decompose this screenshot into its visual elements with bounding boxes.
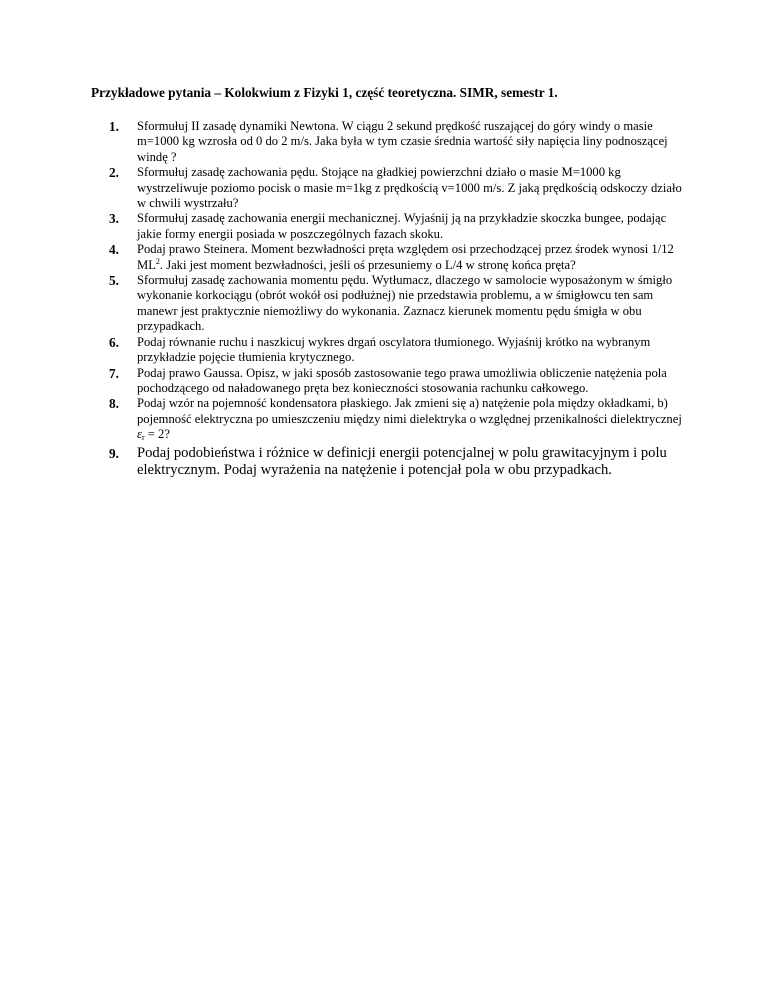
question-text-part: Podaj wzór na pojemność kondensatora płaskiego. Jak zmieni się a) natężenie pola między okładkami, b) pojemność elektryczna po umieszczeniu między nimi dielektryka o względnej przenikalności dielektrycznej xyxy=(137,396,682,426)
question-text: Sformułuj II zasadę dynamiki Newtona. W ciągu 2 sekund prędkość ruszającej do góry windy o masie m=1000 kg wzrosła od 0 do 2 m/s. Jaka była w tym czasie średnia wartość siły napięcia liny podnoszącej windę ? xyxy=(137,119,668,164)
question-item xyxy=(109,335,689,366)
question-text xyxy=(137,396,689,442)
question-text: Podaj równanie ruchu i naszkicuj wykres drgań oscylatora tłumionego. Wyjaśnij krótko na wybranym przykładzie pojęcie tłumienia krytycznego. xyxy=(137,334,651,365)
question-item xyxy=(109,242,689,273)
question-item xyxy=(109,119,689,165)
question-list xyxy=(109,119,689,479)
superscript: 2 xyxy=(155,256,160,266)
question-number: 1. xyxy=(109,119,119,134)
question-text: Sformułuj zasadę zachowania momentu pędu. Wytłumacz, dlaczego w samolocie wyposażonym w śmigło wykonanie korkociągu (obrót wokół osi podłużnej) nie przedstawia problemu, a w śmigłowcu ten sam manewr jest praktycznie niemożliwy do wykonania. Zaznacz kierunek momentu pędu śmigła w obu przypadkach. xyxy=(137,273,673,334)
question-text xyxy=(137,242,689,273)
question-item xyxy=(109,366,689,397)
question-number: 6. xyxy=(109,334,119,350)
document-title: Przykładowe pytania – Kolokwium z Fizyki 1, część teoretyczna. SIMR, semestr 1. xyxy=(91,85,558,100)
question-number: 9. xyxy=(109,445,119,461)
question-item xyxy=(109,445,689,479)
question-number: 5. xyxy=(109,273,119,289)
epsilon-symbol: ε xyxy=(137,427,142,442)
question-text-part: . Jaki jest moment bezwładności, jeśli oś przesuniemy o L/4 w stronę końca pręta? xyxy=(159,257,576,272)
question-item xyxy=(109,273,689,335)
question-item xyxy=(109,165,689,211)
question-number: 8. xyxy=(109,396,119,412)
question-text-part: Podaj prawo Steinera. Moment bezwładności pręta względem osi przechodzącej przez środek wynosi 1/12 ML xyxy=(137,242,674,272)
subscript: r xyxy=(141,433,145,443)
question-text: Podaj podobieństwa i różnice w definicji energii potencjalnej w polu grawitacyjnym i polu elektrycznym. Podaj wyrażenia na natężenie i potencjał pola w obu przypadkach. xyxy=(137,444,667,478)
question-text: Sformułuj zasadę zachowania pędu. Stojące na gładkiej powierzchni działo o masie M=1000 kg wystrzeliwuje poziomo pocisk o masie m=1kg z prędkością v=1000 m/s. Z jaką prędkością odskoczy działo w chwili wystrzału? xyxy=(137,165,682,211)
question-number: 3. xyxy=(109,211,119,227)
question-item xyxy=(109,396,689,442)
question-text-part: = 2? xyxy=(144,427,170,442)
question-number: 2. xyxy=(109,165,119,181)
question-item xyxy=(109,211,689,242)
question-number: 7. xyxy=(109,365,119,381)
question-text: Podaj prawo Gaussa. Opisz, w jaki sposób zastosowanie tego prawa umożliwia obliczenie natężenia pola pochodzącego od naładowanego pręta bez konieczności stosowania rachunku całkowego. xyxy=(137,365,667,395)
question-number: 4. xyxy=(109,242,119,258)
question-text: Sformułuj zasadę zachowania energii mechanicznej. Wyjaśnij ją na przykładzie skoczka bungee, podając jakie formy energii posiada w poszczególnych fazach skoku. xyxy=(137,211,667,241)
